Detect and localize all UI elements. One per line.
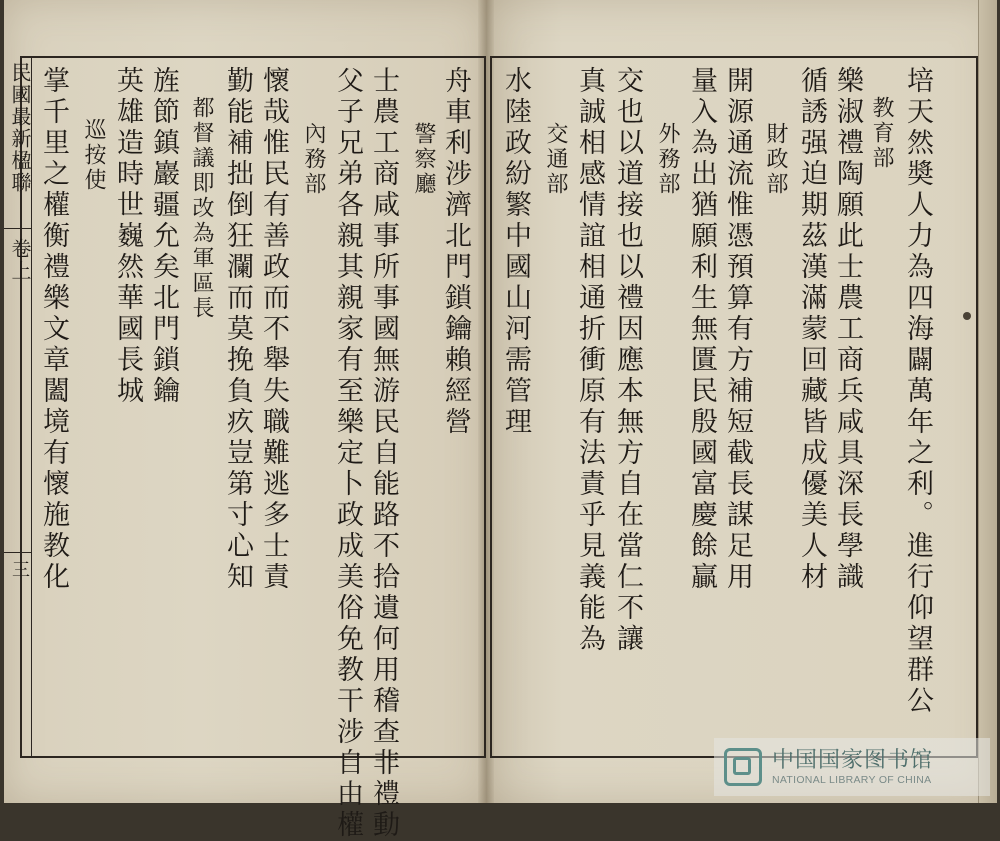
couplet-column: 父子兄弟各親其親家有至樂定卜政成美俗免教干涉自由權 bbox=[332, 66, 363, 841]
library-logo-icon bbox=[724, 748, 762, 786]
couplet-column: 樂淑禮陶願此士農工商兵咸具深長學識 bbox=[832, 66, 863, 593]
book-title: 民國最新楹聯 bbox=[8, 62, 32, 194]
watermark-chinese: 中国国家图书馆 bbox=[772, 748, 934, 773]
spine-divider bbox=[4, 552, 32, 553]
section-heading: 財政部 bbox=[763, 122, 788, 197]
spine-divider bbox=[4, 228, 32, 229]
library-watermark bbox=[714, 738, 990, 796]
section-heading: 都督議即改為軍區長 bbox=[189, 96, 214, 321]
couplet-column: 開源通流惟憑預算有方補短截長謀足用 bbox=[722, 66, 753, 593]
watermark-english: NATIONAL LIBRARY OF CHINA bbox=[772, 774, 932, 786]
section-heading: 內務部 bbox=[301, 122, 326, 197]
couplet-column: 量入為出猶願利生無匱民殷國富慶餘贏 bbox=[686, 66, 717, 593]
couplet-column: 舟車利涉濟北門鎖鑰賴經營 bbox=[440, 66, 471, 438]
couplet-column: 旌節鎮巖疆允矣北門鎖鑰 bbox=[148, 66, 179, 407]
section-heading: 教育部 bbox=[869, 96, 894, 171]
page-edge bbox=[978, 0, 997, 803]
volume-label: 卷上 bbox=[8, 238, 32, 282]
couplet-column: 勤能補拙倒狂瀾而莫挽負疚豈第寸心知 bbox=[222, 66, 253, 593]
page-number: 三 bbox=[9, 560, 30, 578]
section-heading: 警察廳 bbox=[411, 122, 436, 197]
section-heading: 交通部 bbox=[543, 122, 568, 197]
couplet-column: 交也以道接也以禮因應本無方自在當仁不讓 bbox=[612, 66, 643, 655]
couplet-column: 培天然奬人力為四海闢萬年之利。進行仰望群公 bbox=[902, 66, 933, 717]
couplet-column: 掌千里之權衡禮樂文章闔境有懷施教化 bbox=[38, 66, 69, 593]
binding-hole bbox=[963, 312, 971, 320]
couplet-column: 懷哉惟民有善政而不舉失職難逃多士責 bbox=[258, 66, 289, 593]
couplet-column: 真誠相感情誼相通折衝原有法責乎見義能為 bbox=[574, 66, 605, 655]
couplet-column: 英雄造時世巍然華國長城 bbox=[112, 66, 143, 407]
couplet-column: 水陸政紛繁中國山河需管理 bbox=[500, 66, 531, 438]
section-heading: 巡按使 bbox=[81, 118, 106, 193]
section-heading: 外務部 bbox=[655, 122, 680, 197]
couplet-column: 循誘强迫期茲漢滿蒙回藏皆成優美人材 bbox=[796, 66, 827, 593]
couplet-column: 士農工商咸事所事國無游民自能路不拾遺何用稽查非禮動 bbox=[368, 66, 399, 841]
